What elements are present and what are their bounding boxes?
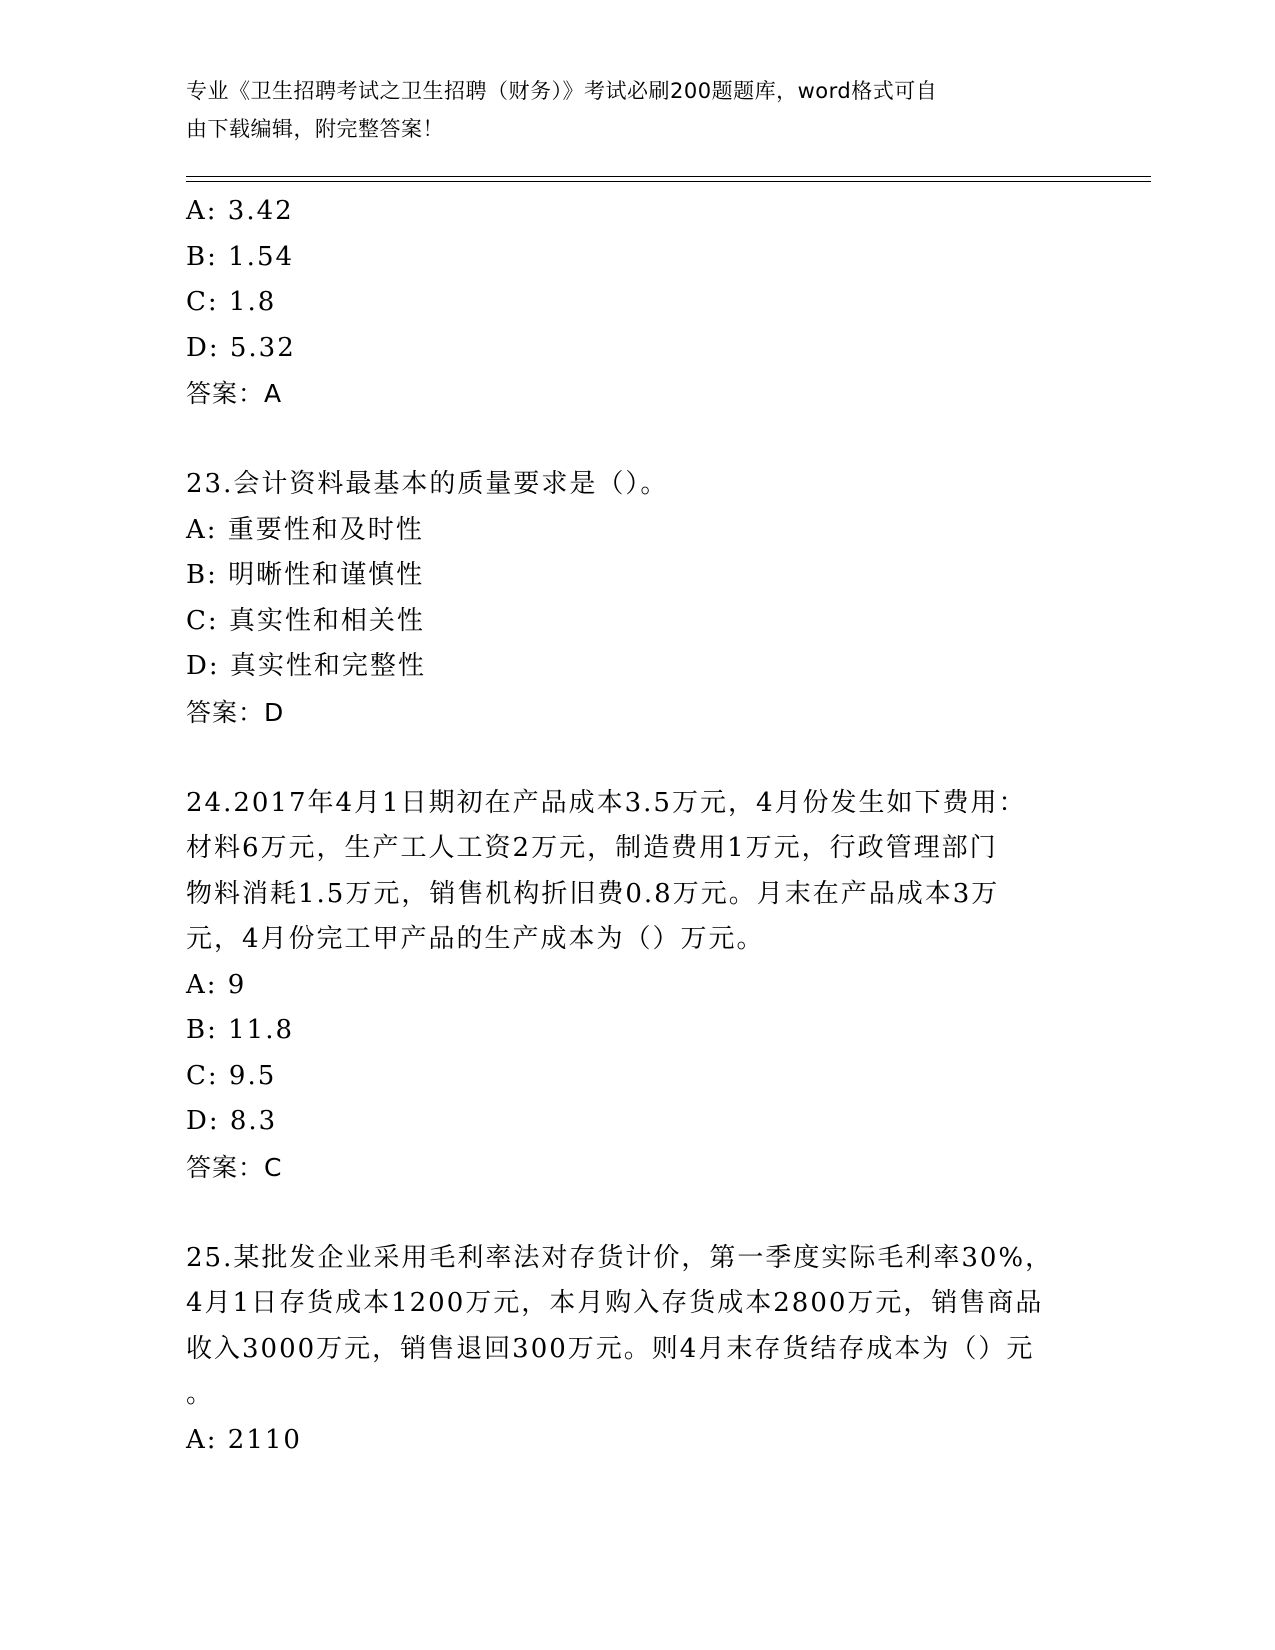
q24-question-line-1: 24.2017年4月1日期初在产品成本3.5万元，4月份发生如下费用： (186, 787, 1027, 818)
q24-question-line-3: 物料消耗1.5万元，销售机构折旧费0.8万元。月末在产品成本3万 (186, 878, 1000, 909)
q25-option-a: A: 2110 (186, 1424, 302, 1455)
spacer (186, 735, 1086, 781)
q24-question-line-2: 材料6万元，生产工人工资2万元，制造费用1万元，行政管理部门 (186, 833, 998, 863)
header-line-1: 专业《卫生招聘考试之卫生招聘（财务）》考试必刷200题题库，word格式可自 (186, 79, 938, 103)
q23-question: 23.会计资料最基本的质量要求是（）。 (186, 469, 669, 499)
q22-option-c: C: 1.8 (186, 287, 277, 317)
q24-option-d: D: 8.3 (186, 1106, 278, 1136)
q23-option-b: B: 明晰性和谨慎性 (186, 560, 425, 590)
question-content (186, 189, 1086, 1463)
q23-option-c: C: 真实性和相关性 (186, 605, 425, 636)
q22-answer: 答案：A (186, 379, 283, 408)
q24-option-b: B: 11.8 (186, 1015, 295, 1045)
header-divider-top (186, 176, 1151, 177)
q24-option-a: A: 9 (186, 969, 247, 1000)
q22-option-b: B: 1.54 (186, 241, 295, 272)
q25-question-line-1: 25.某批发企业采用毛利率法对存货计价，第一季度实际毛利率30%， (186, 1242, 1054, 1273)
q25-question-line-3: 收入3000万元，销售退回300万元。则4月末存货结存成本为（）元 (186, 1333, 1035, 1364)
header-line-2: 由下载编辑，附完整答案！ (186, 117, 444, 141)
q25-question-line-4: 。 (186, 1379, 215, 1409)
header-divider-bottom (186, 181, 1151, 182)
q23-option-d: D: 真实性和完整性 (186, 651, 426, 681)
document-header (186, 72, 1066, 148)
q24-option-c: C: 9.5 (186, 1060, 277, 1091)
q23-option-a: A: 重要性和及时性 (186, 514, 424, 545)
spacer (186, 417, 1086, 463)
q24-answer: 答案：C (186, 1152, 283, 1182)
q23-answer: 答案：D (186, 697, 285, 727)
spacer (186, 1190, 1086, 1236)
q24-question-line-4: 元，4月份完工甲产品的生产成本为（）万元。 (186, 924, 765, 954)
q25-question-line-2: 4月1日存货成本1200万元，本月购入存货成本2800万元，销售商品 (186, 1288, 1044, 1318)
q22-option-d: D: 5.32 (186, 332, 296, 363)
q22-option-a: A: 3.42 (186, 196, 294, 226)
